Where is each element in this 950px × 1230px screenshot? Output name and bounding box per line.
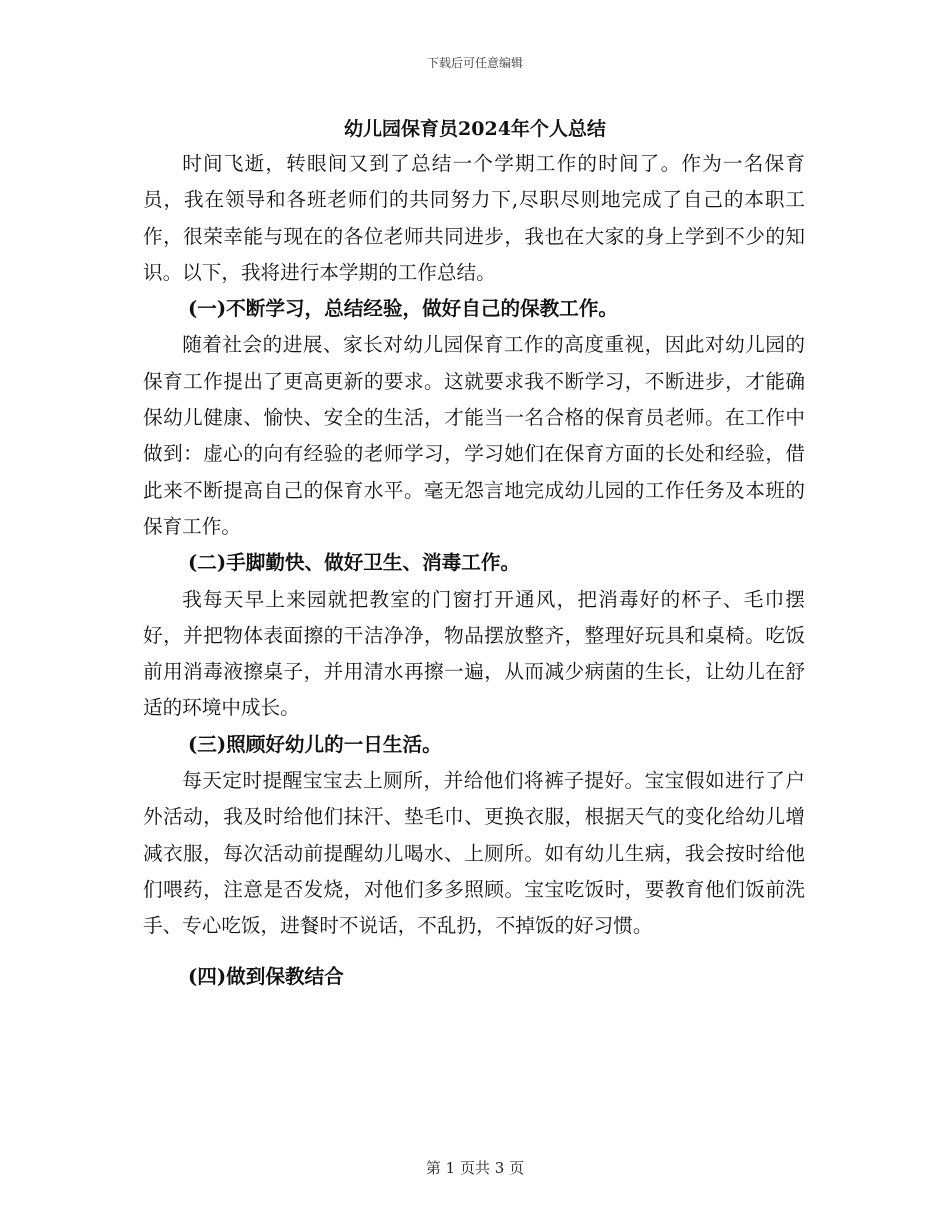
section-heading-2: (二)手脚勤快、做好卫生、消毒工作。: [188, 551, 521, 575]
section-paragraph-2: 我每天早上来园就把教室的门窗打开通风，把消毒好的杯子、毛巾摆好，并把物体表面擦的干洁净净，物品摆放整齐，整理好玩具和桌椅。吃饭前用消毒液擦桌子，并用清水再擦一遍，从而减少病菌的生长，让幼儿在舒适的环境中成长。: [143, 587, 805, 720]
page-number: 第 1 页共 3 页: [425, 1159, 525, 1177]
document-title: 幼儿园保育员2024年个人总结: [344, 118, 606, 140]
section-heading-4: (四)做到保教结合: [188, 964, 344, 988]
download-note: 下载后可任意编辑: [426, 56, 523, 70]
section-heading-1: (一)不断学习，总结经验，做好自己的保教工作。: [188, 297, 619, 321]
intro-paragraph: 时间飞逝，转眼间又到了总结一个学期工作的时间了。作为一名保育员，我在领导和各班老师们的共同努力下,尽职尽则地完成了自己的本职工作，很荣幸能与现在的各位老师共同进步，我也在大家的身上学到不少的知识。以下，我将进行本学期的工作总结。: [143, 152, 805, 284]
document-body: [143, 146, 805, 995]
section-heading-3: (三)照顾好幼儿的一日生活。: [188, 732, 442, 756]
section-paragraph-3: 每天定时提醒宝宝去上厕所，并给他们将裤子提好。宝宝假如进行了户外活动，我及时给他们抹汗、垫毛巾、更换衣服，根据天气的变化给幼儿增减衣服，每次活动前提醒幼儿喝水、上厕所。如有幼儿生病，我会按时给他们喂药，注意是否发烧，对他们多多照顾。宝宝吃饭时，要教育他们饭前洗手、专心吃饭，进餐时不说话，不乱扔，不掉饭的好习惯。: [143, 769, 805, 938]
section-paragraph-1: 随着社会的进展、家长对幼儿园保育工作的高度重视，因此对幼儿园的保育工作提出了更高更新的要求。这就要求我不断学习，不断进步，才能确保幼儿健康、愉快、安全的生活，才能当一名合格的保育员老师。在工作中做到：虚心的向有经验的老师学习，学习她们在保育方面的长处和经验，借此来不断提高自己的保育水平。毫无怨言地完成幼儿园的工作任务及本班的保育工作。: [143, 333, 805, 538]
